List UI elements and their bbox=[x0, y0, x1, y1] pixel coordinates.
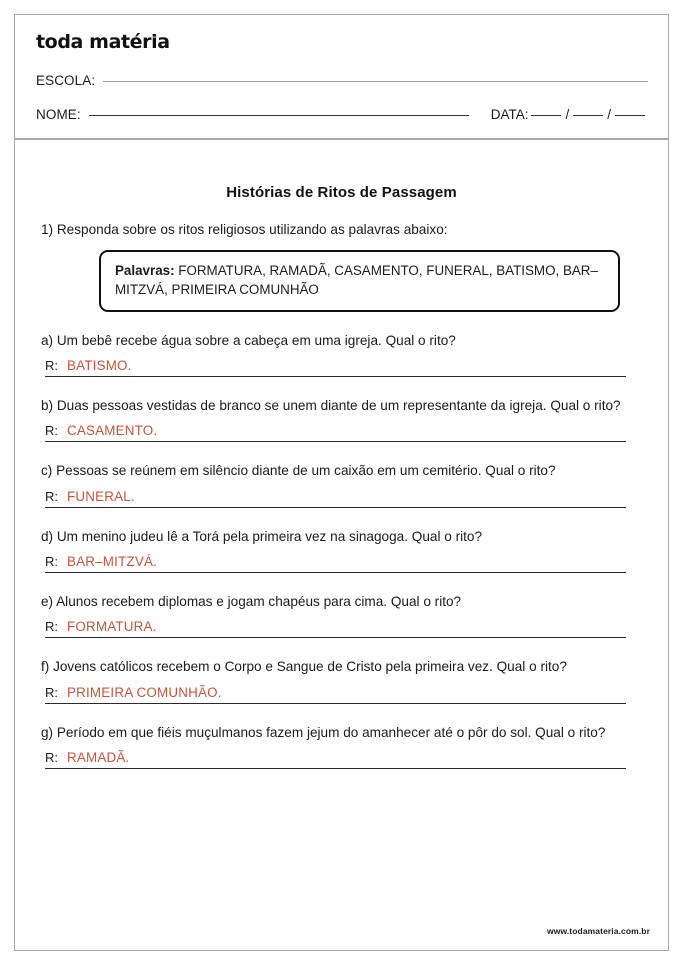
escola-label: ESCOLA: bbox=[36, 73, 96, 88]
question-block bbox=[39, 331, 644, 377]
answer-line[interactable] bbox=[45, 619, 626, 638]
worksheet-page bbox=[14, 14, 669, 951]
question-text: a) Um bebê recebe água sobre a cabeça em uma igreja. Qual o rito? bbox=[41, 332, 456, 348]
word-bank-words: FORMATURA, RAMADÃ, CASAMENTO, FUNERAL, BATISMO, BAR–MITZVÁ, PRIMEIRA COMUNHÃO bbox=[115, 263, 598, 298]
escola-field-row bbox=[36, 73, 648, 88]
answer-line[interactable] bbox=[45, 750, 626, 769]
data-label: DATA: bbox=[490, 107, 529, 122]
question-text: g) Período em que fiéis muçulmanos fazem jejum do amanhecer até o pôr do sol. Qual o rito? bbox=[41, 724, 606, 740]
page-title: Histórias de Ritos de Passagem bbox=[226, 184, 457, 201]
answer-prefix: R: bbox=[45, 749, 58, 765]
footer-url: www.todamateria.com.br bbox=[547, 926, 650, 936]
nome-field-row bbox=[36, 107, 648, 122]
date-separator-2: / bbox=[607, 107, 611, 122]
answer-prefix: R: bbox=[45, 619, 58, 635]
answer-prefix: R: bbox=[45, 358, 58, 374]
question-block bbox=[39, 592, 644, 638]
question-block bbox=[39, 527, 644, 573]
answer-prefix: R: bbox=[45, 423, 58, 439]
question-block bbox=[39, 461, 644, 507]
data-day-blank[interactable] bbox=[531, 115, 561, 116]
question-text: e) Alunos recebem diplomas e jogam chapéus para cima. Qual o rito? bbox=[41, 594, 462, 610]
escola-write-line[interactable] bbox=[103, 81, 648, 82]
answer-text[interactable]: PRIMEIRA COMUNHÃO. bbox=[67, 684, 222, 700]
answer-text[interactable]: CASAMENTO. bbox=[67, 423, 158, 439]
date-separator-1: / bbox=[565, 107, 570, 122]
question-text: c) Pessoas se reúnem em silêncio diante de um caixão em um cemitério. Qual o rito? bbox=[41, 463, 556, 479]
exercise-prompt: 1) Responda sobre os ritos religiosos utilizando as palavras abaixo: bbox=[41, 222, 448, 237]
question-block bbox=[39, 723, 644, 769]
answer-line[interactable] bbox=[45, 554, 626, 573]
answer-line[interactable] bbox=[45, 423, 626, 442]
word-bank-label: Palavras: bbox=[115, 263, 175, 278]
question-block bbox=[39, 657, 644, 703]
brand-logo: toda matéria bbox=[36, 31, 170, 53]
nome-label: NOME: bbox=[36, 107, 81, 122]
question-text: b) Duas pessoas vestidas de branco se unem diante de um representante da igreja. Qual o rito? bbox=[41, 398, 621, 414]
data-year-blank[interactable] bbox=[615, 115, 645, 116]
data-field-group bbox=[491, 107, 648, 122]
answer-text[interactable]: BAR–MITZVÁ. bbox=[67, 554, 157, 570]
answer-text[interactable]: FORMATURA. bbox=[67, 619, 157, 635]
question-text: d) Um menino judeu lê a Torá pela primeira vez na sinagoga. Qual o rito? bbox=[41, 528, 483, 544]
worksheet-content bbox=[15, 184, 668, 769]
answer-text[interactable]: RAMADÃ. bbox=[67, 749, 130, 765]
answer-line[interactable] bbox=[45, 685, 626, 704]
data-month-blank[interactable] bbox=[573, 115, 603, 116]
answer-prefix: R: bbox=[45, 684, 58, 700]
answer-prefix: R: bbox=[45, 488, 58, 504]
answer-text[interactable]: BATISMO. bbox=[67, 358, 132, 374]
question-text: f) Jovens católicos recebem o Corpo e Sangue de Cristo pela primeira vez. Qual o rito? bbox=[41, 659, 567, 675]
question-block bbox=[39, 396, 644, 442]
answer-text[interactable]: FUNERAL. bbox=[67, 488, 135, 504]
answer-line[interactable] bbox=[45, 358, 626, 377]
nome-write-line[interactable] bbox=[89, 115, 469, 116]
word-bank-box bbox=[99, 250, 620, 312]
worksheet-header bbox=[15, 15, 668, 140]
answer-prefix: R: bbox=[45, 554, 58, 570]
answer-line[interactable] bbox=[45, 489, 626, 508]
